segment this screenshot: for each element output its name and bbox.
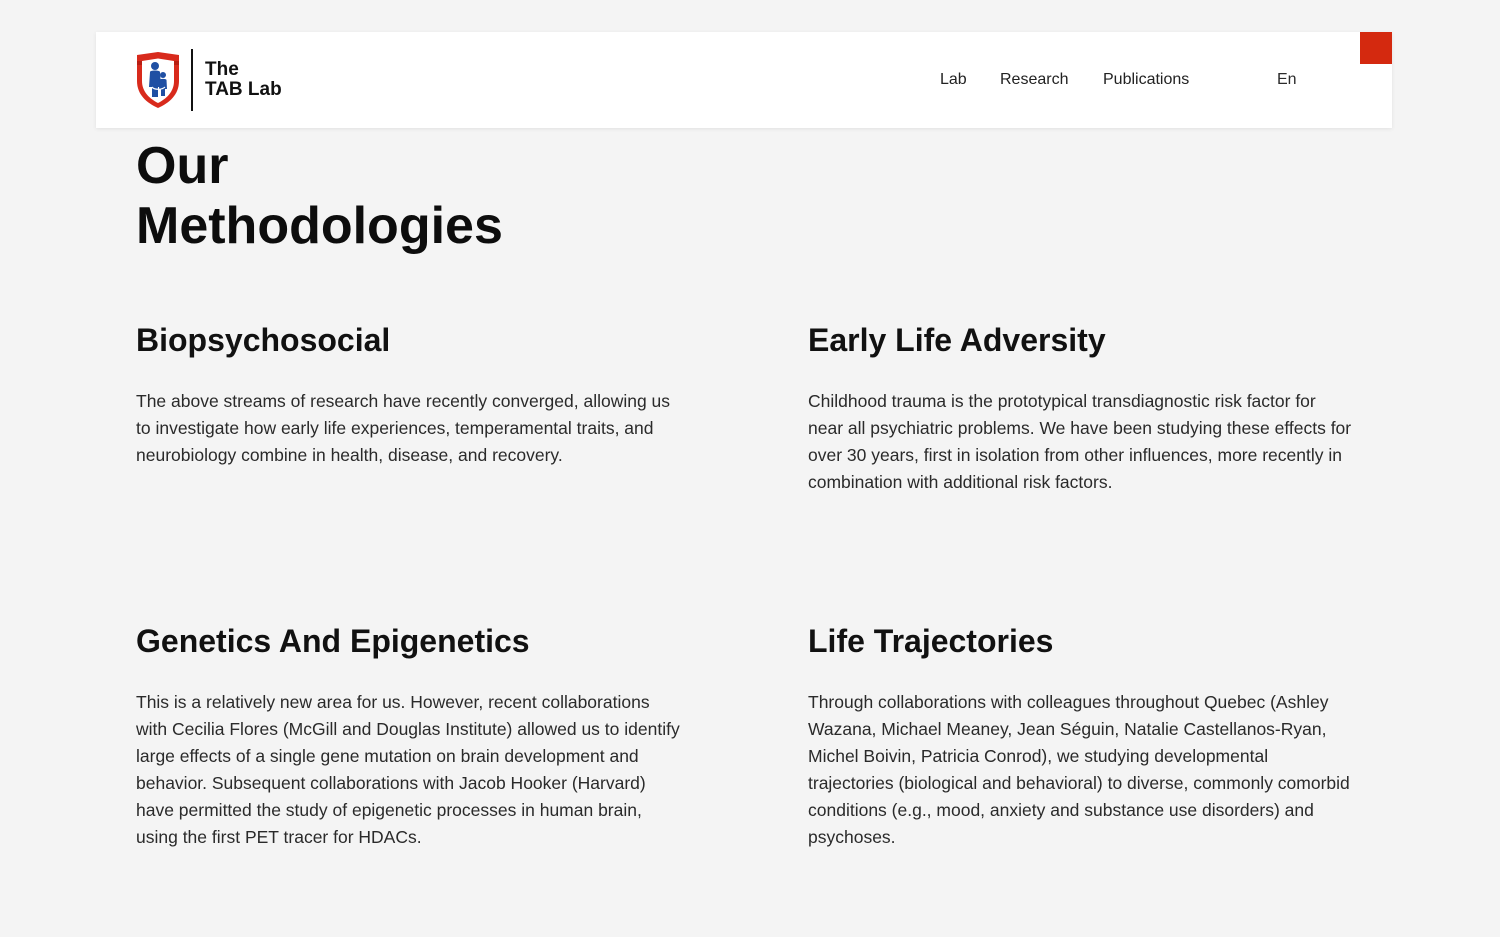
section-body: This is a relatively new area for us. However, recent collaborations with Cecilia Flores (McGill and Douglas Institute) allowed us to identify large effects of a single gene mutation on brain development and behavior. Subsequent collaborations with Jacob Hooker (Harvard) have permitted the study of epigenetic processes in human brain, using the first PET tracer for HDACs. — [136, 692, 680, 847]
corner-accent-block — [1360, 32, 1392, 64]
nav-item-research[interactable]: Research — [1000, 71, 1069, 88]
language-switch[interactable]: En — [1277, 71, 1297, 88]
nav-item-publications[interactable]: Publications — [1103, 71, 1190, 88]
section-title: Biopsychosocial — [136, 322, 391, 358]
section-title: Life Trajectories — [808, 623, 1054, 659]
section-genetics-epigenetics — [136, 621, 681, 851]
section-early-life-adversity — [808, 320, 1353, 496]
section-biopsychosocial — [136, 320, 681, 469]
site-header — [96, 32, 1392, 128]
section-body: Through collaborations with colleagues throughout Quebec (Ashley Wazana, Michael Meaney, Jean Séguin, Natalie Castellanos-Ryan, Michel Boivin, Patricia Conrod), we studying developmental trajectories (biological and behavioral) to diverse, commonly comorbid conditions (e.g., mood, anxiety and substance use disorders) and psychoses. — [808, 692, 1350, 847]
section-body: The above streams of research have recently converged, allowing us to investigate how early life experiences, temperamental traits, and neurobiology combine in health, disease, and recovery. — [136, 391, 671, 465]
section-title: Early Life Adversity — [808, 322, 1106, 358]
main-nav — [96, 70, 1392, 90]
section-body: Childhood trauma is the prototypical transdiagnostic risk factor for near all psychiatric problems. We have been studying these effects for over 30 years, first in isolation from other influences, more recently in combination with additional risk factors. — [808, 391, 1352, 492]
page-title — [136, 136, 736, 256]
logo-line-2: TAB Lab — [205, 79, 282, 100]
section-title: Genetics And Epigenetics — [136, 623, 530, 659]
section-life-trajectories — [808, 621, 1353, 851]
page-title-line-2: Methodologies — [136, 197, 503, 255]
logo-line-1: The — [205, 59, 239, 80]
nav-item-lab[interactable]: Lab — [940, 71, 967, 88]
page-title-line-1: Our — [136, 137, 229, 195]
